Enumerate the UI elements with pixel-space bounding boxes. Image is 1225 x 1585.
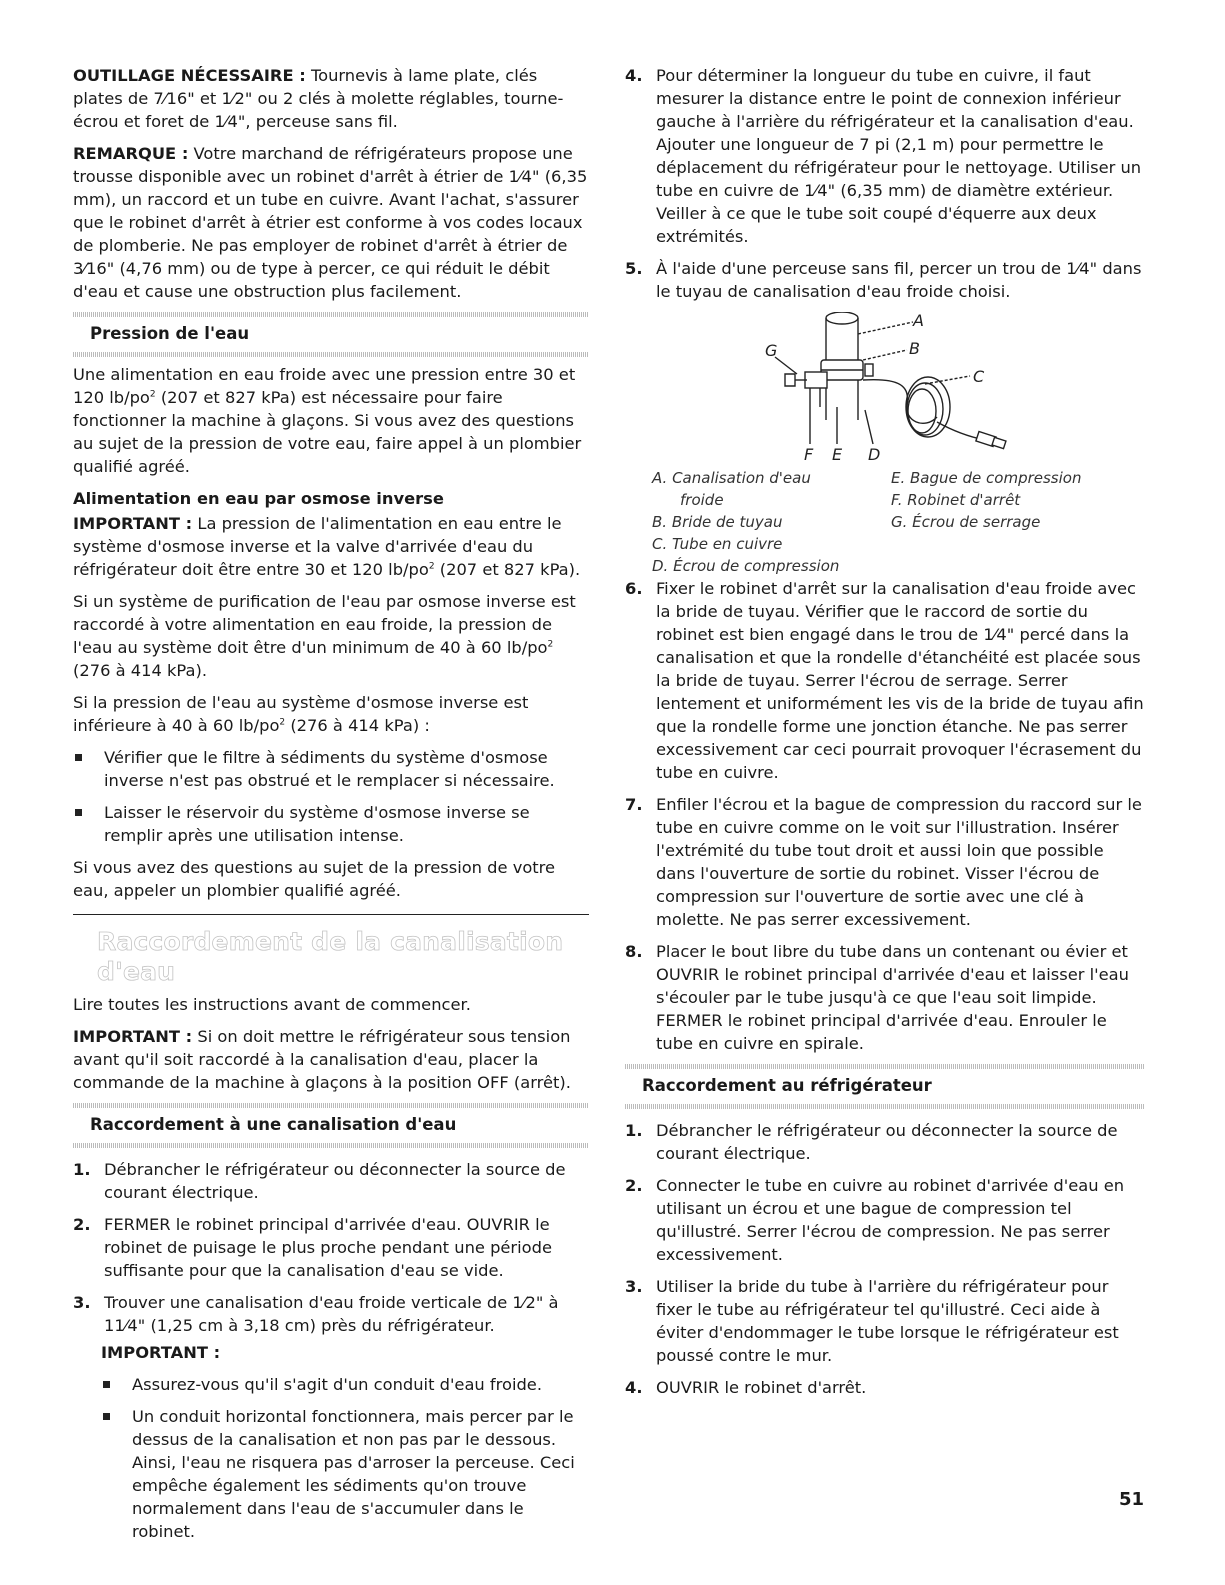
bullet-icon: [75, 809, 82, 816]
diagram-letter-c: C: [973, 367, 985, 386]
legend-item: A. Canalisation d'eau: [652, 469, 811, 487]
valve-diagram: [625, 312, 1145, 467]
diagram-legend: [625, 467, 1145, 577]
diagram-letter-g: G: [765, 341, 778, 360]
legend-item: B. Bride de tuyau: [652, 513, 783, 531]
hatch-divider: [73, 1103, 589, 1108]
list-item: Laisser le réservoir du système d'osmose inverse se remplir après une utilisation intense.: [73, 801, 589, 847]
step-item: 3. Trouver une canalisation d'eau froide verticale de 1⁄2" à 11⁄4" (1,25 cm à 3,18 cm) près du réfrigérateur.: [73, 1293, 559, 1335]
bullet-icon: [103, 1381, 110, 1388]
list-item: Vérifier que le filtre à sédiments du système d'osmose inverse n'est pas obstrué et le remplacer si nécessaire.: [73, 746, 589, 792]
ro-heading: Alimentation en eau par osmose inverse: [73, 489, 444, 508]
legend-item: C. Tube en cuivre: [652, 535, 783, 553]
step-item: 8. Placer le bout libre du tube dans un contenant ou évier et OUVRIR le robinet principal d'arrivée d'eau et laisser l'eau s'écouler par le tube jusqu'à ce que l'eau soit limpide. FERMER le robinet principal d'arrivée d'eau. Enrouler le tube en cuivre en spirale.: [625, 942, 1129, 1053]
diagram-letter-d: D: [868, 445, 881, 464]
step-item: 5. À l'aide d'une perceuse sans fil, percer un trou de 1⁄4" dans le tuyau de canalisation d'eau froide choisi.: [625, 259, 1142, 301]
step-item: 7. Enfiler l'écrou et la bague de compression du raccord sur le tube en cuivre comme on le voit sur l'illustration. Insérer l'extrémité du tube tout droit et aussi loin que possible dans l'ouverture de sortie du robinet. Visser l'écrou de compression sur l'ouverture de sortie avec une clé à molette. Ne pas serrer excessivement.: [625, 795, 1142, 929]
step-item: 2. Connecter le tube en cuivre au robinet d'arrivée d'eau en utilisant un écrou et une bague de compression tel qu'illustré. Serrer l'écrou de compression. Ne pas serrer excessivement.: [625, 1176, 1125, 1264]
section-title: Raccordement de la canalisation d'eau: [97, 927, 564, 986]
step-item: 4. OUVRIR le robinet d'arrêt.: [625, 1378, 867, 1397]
connection-important-paragraph: IMPORTANT : Si on doit mettre le réfrigérateur sous tension avant qu'il soit raccordé à la canalisation d'eau, placer la commande de la machine à glaçons à la position OFF (arrêt).: [73, 1027, 571, 1092]
hatch-divider: [73, 312, 589, 317]
step-item: 1. Débrancher le réfrigérateur ou déconnecter la source de courant électrique.: [73, 1160, 566, 1202]
step-item: 2. FERMER le robinet principal d'arrivée d'eau. OUVRIR le robinet de puisage le plus proche pendant une période suffisante pour que la canalisation d'eau se vide.: [73, 1215, 552, 1280]
diagram-letter-a: A: [913, 312, 924, 330]
diagram-letter-f: F: [804, 445, 814, 464]
hatch-divider: [73, 352, 589, 357]
ro-paragraph-4: Si vous avez des questions au sujet de la pression de votre eau, appeler un plombier qualifié agréé.: [73, 858, 556, 900]
ro-important-paragraph: IMPORTANT : La pression de l'alimentation en eau entre le système d'osmose inverse et la valve d'arrivée d'eau du réfrigérateur doit être entre 30 et 120 $lb/po^2$ (207 et 827 kPa).: [73, 514, 581, 579]
hatch-divider: [625, 1064, 1145, 1069]
section-rule: [73, 914, 589, 915]
note-paragraph: REMARQUE : Votre marchand de réfrigérateurs propose une trousse disponible avec un robinet d'arrêt à étrier de 1⁄4" (6,35 mm), un raccord et un tube en cuivre. Avant l'achat, s'assurer que le robinet d'arrêt à étrier est conforme à vos codes locaux de plomberie. Ne pas employer de robinet d'arrêt à étrier de 3⁄16" (4,76 mm) ou de type à percer, ce qui réduit le débit d'eau et cause une obstruction plus facilement.: [73, 144, 588, 301]
step-item: 1. Débrancher le réfrigérateur ou déconnecter la source de courant électrique.: [625, 1121, 1118, 1163]
bullet-icon: [75, 754, 82, 761]
ro-paragraph-3: Si la pression de l'eau au système d'osmose inverse est inférieure à 40 à 60 $lb/po^2$ (276 à 414 kPa) :: [73, 693, 529, 735]
tools-paragraph: OUTILLAGE NÉCESSAIRE : Tournevis à lame plate, clés plates de 7⁄16" et 1⁄2" ou 2 clés à molette réglables, tourne-écrou et foret de 1⁄4", perceuse sans fil.: [73, 66, 564, 131]
legend-item: E. Bague de compression: [891, 469, 1082, 487]
bullet-icon: [103, 1413, 110, 1420]
pressure-paragraph: Une alimentation en eau froide avec une pression entre 30 et 120 $lb/po^2$ (207 et 827 kPa) est nécessaire pour faire fonctionner la machine à glaçons. Si vous avez des questions au sujet de la pression de votre eau, faire appel à un plombier qualifié agréé.: [73, 365, 582, 476]
step-item: 3. Utiliser la bride du tube à l'arrière du réfrigérateur pour fixer le tube au réfrigérateur tel qu'illustré. Ceci aide à éviter d'endommager le tube lorsque le réfrigérateur est poussé contre le mur.: [625, 1277, 1119, 1365]
legend-column-right: [891, 467, 1121, 533]
valve-diagram-illustration: [625, 312, 1145, 467]
legend-item: D. Écrou de compression: [652, 557, 840, 575]
connection-heading: Raccordement à une canalisation d'eau: [90, 1115, 457, 1134]
hatch-divider: [625, 1104, 1145, 1109]
legend-item: G. Écrou de serrage: [891, 513, 1041, 531]
right-column: [625, 64, 1145, 1408]
step-item: 6. Fixer le robinet d'arrêt sur la canalisation d'eau froide avec la bride de tuyau. Vérifier que le raccord de sortie du robinet est bien engagé dans le trou de 1⁄4" percé dans la canalisation et que la rondelle d'étanchéité est placée sous la bride de tuyau. Serrer l'écrou de serrage. Serrer lentement et uniformément les vis de la bride de tuyau afin que la rondelle forme une jonction étanche. Ne pas serrer excessivement car ceci pourrait provoquer l'écrasement du tube en cuivre.: [625, 579, 1144, 782]
legend-item: froide: [680, 491, 724, 509]
list-item: Assurez-vous qu'il s'agit d'un conduit d'eau froide.: [73, 1373, 589, 1396]
ro-paragraph-2: Si un système de purification de l'eau par osmose inverse est raccordé à votre alimentation en eau froide, la pression de l'eau au système doit être d'un minimum de 40 à 60 $lb/po^2$ (276 à 414 kPa).: [73, 592, 576, 680]
hatch-divider: [73, 1143, 589, 1148]
read-all-paragraph: Lire toutes les instructions avant de commencer.: [73, 995, 471, 1014]
list-item: Un conduit horizontal fonctionnera, mais percer par le dessus de la canalisation et non pas par le dessous. Ainsi, l'eau ne risquera pas d'arroser la perceuse. Ceci empêche également les sédiments qu'on trouve normalement dans l'eau de s'accumuler dans le robinet.: [73, 1405, 589, 1543]
diagram-letter-e: E: [832, 445, 843, 464]
diagram-letter-b: B: [909, 339, 920, 358]
page-number: 51: [1119, 1489, 1145, 1510]
left-column: [73, 64, 589, 1552]
legend-item: F. Robinet d'arrêt: [891, 491, 1021, 509]
step3-important: IMPORTANT :: [101, 1343, 221, 1362]
step-item: 4. Pour déterminer la longueur du tube en cuivre, il faut mesurer la distance entre le point de connexion inférieur gauche à l'arrière du réfrigérateur et la canalisation d'eau. Ajouter une longueur de 7 pi (2,1 m) pour permettre le déplacement du réfrigérateur pour le nettoyage. Utiliser un tube en cuivre de 1⁄4" (6,35 mm) de diamètre extérieur. Veiller à ce que le tube soit coupé d'équerre aux deux extrémités.: [625, 66, 1142, 246]
fridge-heading: Raccordement au réfrigérateur: [642, 1076, 932, 1095]
pressure-heading: Pression de l'eau: [90, 324, 250, 343]
legend-column-left: [652, 467, 882, 577]
